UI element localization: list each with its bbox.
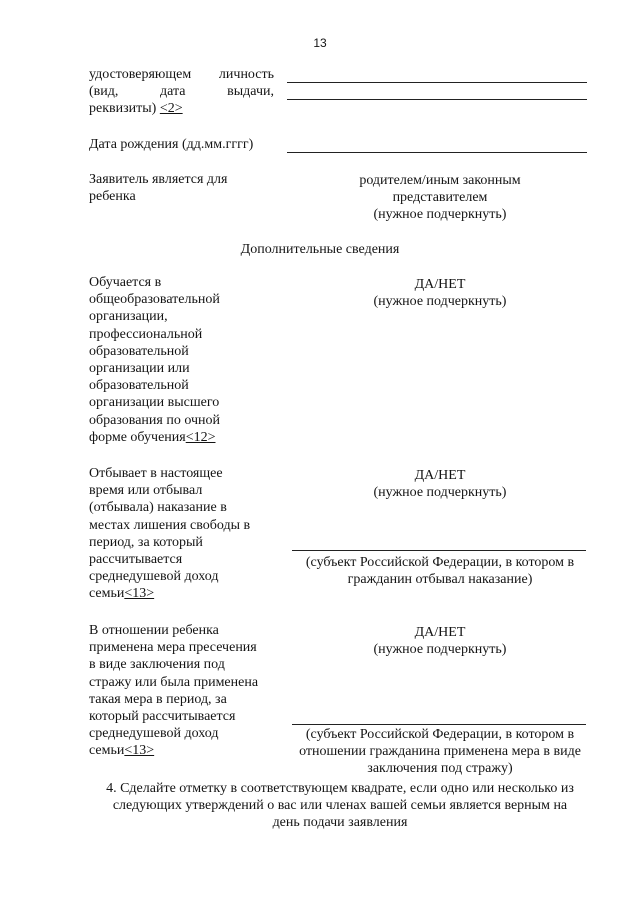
answer-imprisonment	[300, 467, 580, 501]
question-line: образовательной	[89, 378, 189, 394]
applicant-option-line: родителем/иным законным	[359, 173, 521, 188]
word: семьи	[89, 586, 125, 602]
identity-doc-fill-line	[287, 82, 587, 83]
question-line: стражу или была применена	[89, 674, 259, 690]
question-line: организации высшего	[89, 395, 220, 411]
birth-date-label: Дата рождения (дд.мм.гггг)	[89, 137, 254, 152]
question-line: в виде заключения под	[89, 657, 225, 673]
identity-doc-fill-line	[287, 99, 587, 100]
applicant-hint: (нужное подчеркнуть)	[373, 207, 507, 223]
answer-education	[300, 276, 580, 310]
question-line: рассчитывается	[89, 552, 183, 568]
word: (вид,	[89, 84, 119, 100]
question-line: образования по очной	[89, 412, 221, 428]
word: выдачи,	[227, 84, 274, 100]
footnote-ref: <13>	[124, 743, 155, 759]
yes-no-option: ДА/НЕТ	[414, 468, 466, 483]
word: удостоверяющем	[89, 67, 192, 82]
applicant-options	[300, 172, 580, 224]
instruction-line: день подачи заявления	[272, 815, 408, 831]
note-line: гражданин отбывал наказание)	[347, 572, 533, 588]
identity-doc-line-2	[89, 83, 274, 100]
answer-detention	[300, 624, 580, 658]
applicant-label-line: ребенка	[89, 189, 136, 205]
question-line: среднедушевой доход	[89, 569, 219, 585]
region-note-detention	[280, 726, 600, 778]
question-line: местах лишения свободы в	[89, 517, 251, 533]
question-line: который рассчитывается	[89, 709, 236, 725]
question-line: организации,	[89, 309, 168, 325]
instruction-line: следующих утверждений о вас или членах вашей семьи является верным на	[112, 798, 568, 814]
question-line: Обучается в	[89, 275, 162, 290]
question-line: образовательной	[89, 343, 189, 359]
answer-hint: (нужное подчеркнуть)	[373, 294, 507, 310]
question-detention	[89, 622, 289, 760]
identity-doc-line-3	[89, 100, 274, 117]
note-line: отношении гражданина применена мера в виде	[299, 744, 581, 760]
page-number: 13	[313, 36, 327, 50]
answer-hint: (нужное подчеркнуть)	[373, 485, 507, 501]
applicant-label	[89, 171, 289, 205]
word: личность	[218, 67, 274, 82]
question-line	[89, 742, 289, 759]
section-heading: Дополнительные сведения	[240, 242, 400, 257]
question-line: (отбывала) наказание в	[89, 500, 227, 516]
applicant-option-line: представителем	[392, 190, 488, 206]
footnote-ref: <12>	[185, 429, 216, 445]
word: форме обучения	[89, 429, 186, 445]
question-line: применена мера пресечения	[89, 640, 257, 656]
note-line: заключения под стражу)	[367, 761, 513, 777]
yes-no-option: ДА/НЕТ	[414, 277, 466, 292]
section-4-instructions	[60, 780, 620, 832]
note-line: (субъект Российской Федерации, в котором в	[305, 555, 575, 570]
region-fill-line	[292, 724, 586, 725]
region-fill-line	[292, 550, 586, 551]
yes-no-option: ДА/НЕТ	[414, 625, 466, 640]
identity-doc-label	[89, 66, 274, 118]
question-line: профессиональной	[89, 326, 203, 342]
question-line: В отношении ребенка	[89, 623, 219, 638]
question-line: среднедушевой доход	[89, 726, 219, 742]
word: семьи	[89, 743, 125, 759]
question-line: организации или	[89, 361, 190, 377]
question-line: период, за который	[89, 534, 203, 550]
footnote-ref: <2>	[159, 101, 183, 117]
applicant-label-line: Заявитель является для	[89, 172, 228, 187]
word: реквизиты)	[89, 101, 160, 117]
question-education	[89, 274, 289, 446]
instruction-line: 4. Сделайте отметку в соответствующем квадрате, если одно или несколько из	[106, 781, 574, 796]
question-line	[89, 429, 289, 446]
question-line: Отбывает в настоящее	[89, 466, 223, 481]
word: дата	[160, 84, 186, 100]
region-note-imprisonment	[280, 554, 600, 588]
question-line	[89, 585, 289, 602]
note-line: (субъект Российской Федерации, в котором в	[305, 727, 575, 742]
question-line: общеобразовательной	[89, 292, 220, 308]
birth-date-fill-line	[287, 152, 587, 153]
question-imprisonment	[89, 465, 289, 603]
answer-hint: (нужное подчеркнуть)	[373, 642, 507, 658]
identity-doc-line-1	[89, 66, 274, 83]
question-line: такая мера в период, за	[89, 691, 227, 707]
footnote-ref: <13>	[124, 586, 155, 602]
question-line: время или отбывал	[89, 483, 203, 499]
